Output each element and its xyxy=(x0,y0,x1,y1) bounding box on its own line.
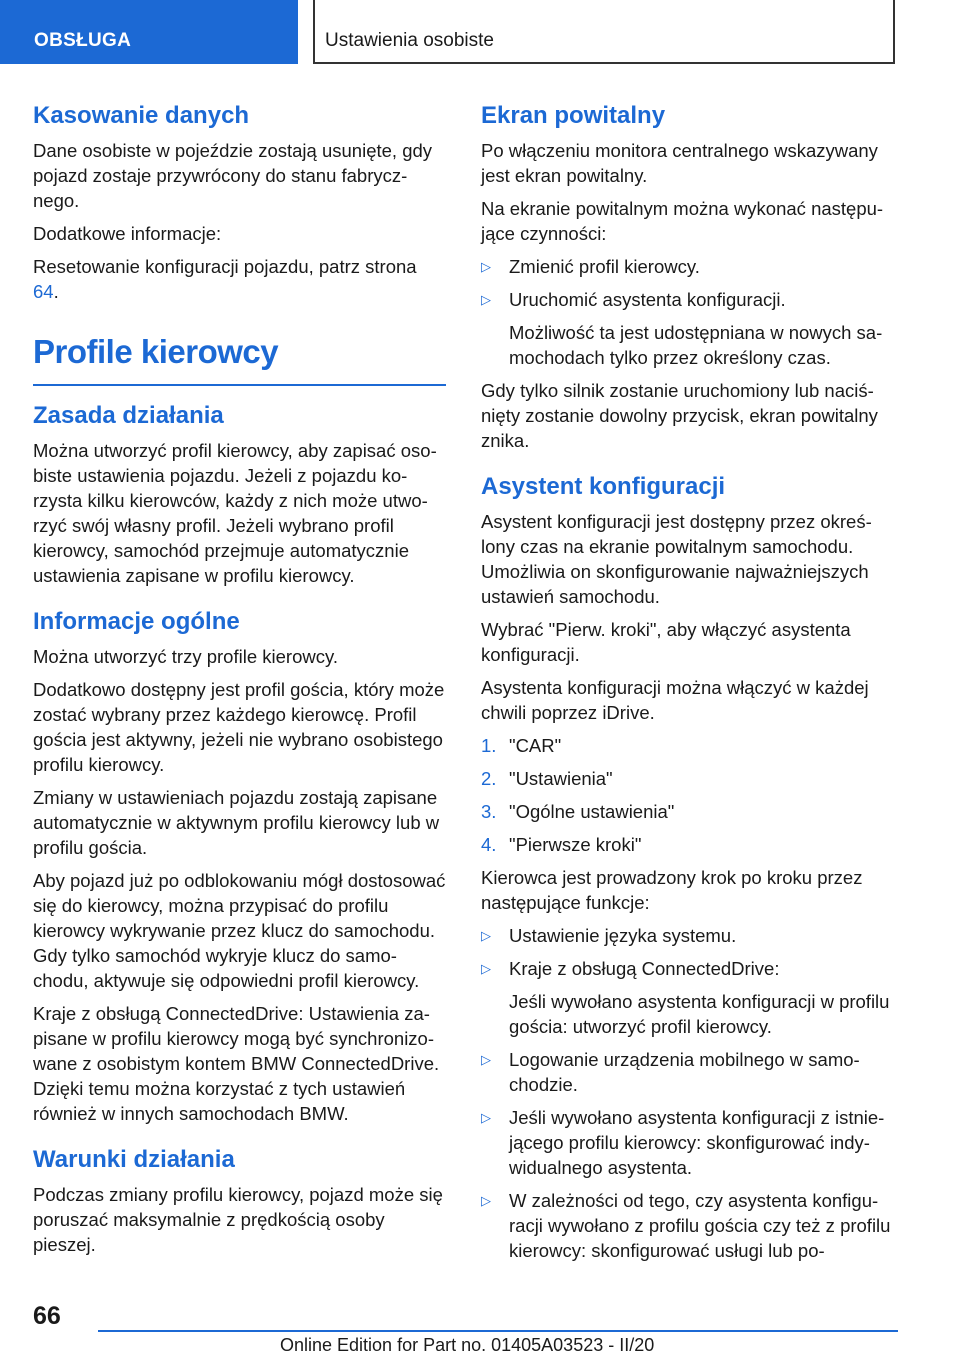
list-item xyxy=(481,1188,896,1263)
paragraph-reference xyxy=(33,254,446,304)
footer-edition: Online Edition for Part no. 01405A03523 - II/20 xyxy=(280,1335,655,1355)
paragraph: Podczas zmiany profilu kierowcy, pojazd może się poruszać maksymalnie z prędkością osoby pieszej. xyxy=(33,1184,443,1255)
paragraph: Wybrać "Pierw. kroki", aby włączyć asystenta konfiguracji. xyxy=(481,619,851,665)
step-item xyxy=(481,799,896,824)
paragraph: Dodatkowo dostępny jest profil gościa, który może zostać wybrany przez każdego kierowcę. Profil gościa jest aktywny, jeżeli nie wybrano osobistego profilu kierowcy. xyxy=(33,679,445,775)
bullet-list xyxy=(481,923,896,1263)
step-text: "Pierwsze kroki" xyxy=(509,834,642,855)
heading-zasada: Zasada działania xyxy=(33,402,224,429)
list-item xyxy=(481,1105,896,1180)
right-column xyxy=(481,100,896,1271)
paragraph: Po włączeniu monitora centralnego wskazywany jest ekran powitalny. xyxy=(481,140,878,186)
paragraph: Kierowca jest prowadzony krok po kroku przez następujące funkcje: xyxy=(481,867,863,913)
list-item xyxy=(481,956,896,1039)
paragraph: Aby pojazd już po odblokowaniu mógł dostosować się do kierowcy, można przypisać do profilu kierowcy wykrywanie przez klucz do samochodu. Gdy tylko samochód wykryje klucz do samochodu, aktywuje się odpowiedni profil kierowcy. xyxy=(33,870,446,991)
paragraph: Gdy tylko silnik zostanie uruchomiony lub naciśnięty zostanie dowolny przycisk, ekran powitalny znika. xyxy=(481,380,878,451)
page-header-title: Ustawienia osobiste xyxy=(313,0,895,64)
list-item-text: W zależności od tego, czy asystenta konfiguracji wywołano z profilu gościa czy też z profilu kierowcy: skonfigurować usługi lub po- xyxy=(509,1190,891,1261)
list-item xyxy=(481,1047,896,1097)
numbered-steps xyxy=(481,733,896,857)
footer-divider xyxy=(98,1330,898,1332)
list-item-text: Ustawienie języka systemu. xyxy=(509,925,737,946)
bullet-list xyxy=(481,254,896,370)
page-link[interactable]: 64 xyxy=(33,281,54,302)
list-item-text: Logowanie urządzenia mobilnego w samochodzie. xyxy=(509,1049,860,1095)
list-item xyxy=(481,287,896,370)
step-text: "Ogólne ustawienia" xyxy=(509,801,675,822)
step-number: 3. xyxy=(481,801,497,822)
bullet-triangle-icon: ▷ xyxy=(481,1110,491,1125)
heading-asystent: Asystent konfiguracji xyxy=(481,473,726,500)
paragraph: Dane osobiste w pojeździe zostają usunięte, gdy pojazd zostaje przywrócony do stanu fabrycznego. xyxy=(33,140,433,211)
left-column xyxy=(33,100,446,1265)
heading-kasowanie: Kasowanie danych xyxy=(33,102,250,129)
bullet-triangle-icon: ▷ xyxy=(481,961,491,976)
paragraph: Kraje z obsługą ConnectedDrive: Ustawienia zapisane w profilu kierowcy mogą być synchronizowane z osobistym kontem BMW ConnectedDrive. Dzięki temu można korzystać z tych ustawień również w innych samochodach BMW. xyxy=(33,1003,440,1124)
step-number: 4. xyxy=(481,834,497,855)
paragraph: Na ekranie powitalnym można wykonać następujące czynności: xyxy=(481,198,884,244)
list-item-text: Kraje z obsługą ConnectedDrive: xyxy=(509,958,780,979)
step-text: "Ustawienia" xyxy=(509,768,613,789)
paragraph: Dodatkowe informacje: xyxy=(33,223,222,244)
bullet-triangle-icon: ▷ xyxy=(481,259,491,274)
step-item xyxy=(481,832,896,857)
paragraph: Można utworzyć profil kierowcy, aby zapisać osobiste ustawienia pojazdu. Jeżeli z pojazdu korzysta kilku kierowców, każdy z nich może utworzyć swój własny profil. Jeżeli wybrano profil kierowcy, samochód przejmuje automatycznie ustawienia zapisane w profilu kierowcy. xyxy=(33,440,437,586)
list-item-text: Uruchomić asystenta konfiguracji. xyxy=(509,289,786,310)
list-item-text: Jeśli wywołano asystenta konfiguracji z istniejącego profilu kierowcy: skonfigurować indywidualnego asystenta. xyxy=(509,1107,885,1178)
list-item-note: Możliwość ta jest udostępniana w nowych samochodach tylko przez określony czas. xyxy=(509,322,883,368)
step-text: "CAR" xyxy=(509,735,562,756)
page-number: 66 xyxy=(33,1302,61,1330)
list-item-note: Jeśli wywołano asystenta konfiguracji w profilu gościa: utworzyć profil kierowcy. xyxy=(509,991,890,1037)
list-item xyxy=(481,923,896,948)
step-number: 2. xyxy=(481,768,497,789)
step-number: 1. xyxy=(481,735,497,756)
heading-ekran: Ekran powitalny xyxy=(481,102,666,129)
reference-end: . xyxy=(53,281,59,302)
paragraph: Asystent konfiguracji jest dostępny przez określony czas na ekranie powitalnym samochodu. Umożliwia on skonfigurowanie najważniejszych ustawień samochodu. xyxy=(481,511,872,607)
bullet-triangle-icon: ▷ xyxy=(481,1052,491,1067)
step-item xyxy=(481,766,896,791)
bullet-triangle-icon: ▷ xyxy=(481,292,491,307)
paragraph: Zmiany w ustawieniach pojazdu zostają zapisane automatycznie w aktywnym profilu kierowcy lub w profilu gościa. xyxy=(33,787,440,858)
bullet-triangle-icon: ▷ xyxy=(481,1193,491,1208)
list-item xyxy=(481,254,896,279)
section-tab: OBSŁUGA xyxy=(0,0,298,64)
chapter-title: Profile kierowcy xyxy=(33,330,446,386)
heading-informacje: Informacje ogólne xyxy=(33,608,240,635)
bullet-triangle-icon: ▷ xyxy=(481,928,491,943)
paragraph: Można utworzyć trzy profile kierowcy. xyxy=(33,646,338,667)
heading-warunki: Warunki działania xyxy=(33,1146,235,1173)
step-item xyxy=(481,733,896,758)
list-item-text: Zmienić profil kierowcy. xyxy=(509,256,700,277)
reference-text: Resetowanie konfiguracji pojazdu, patrz strona xyxy=(33,256,417,277)
paragraph: Asystenta konfiguracji można włączyć w każdej chwili poprzez iDrive. xyxy=(481,677,869,723)
